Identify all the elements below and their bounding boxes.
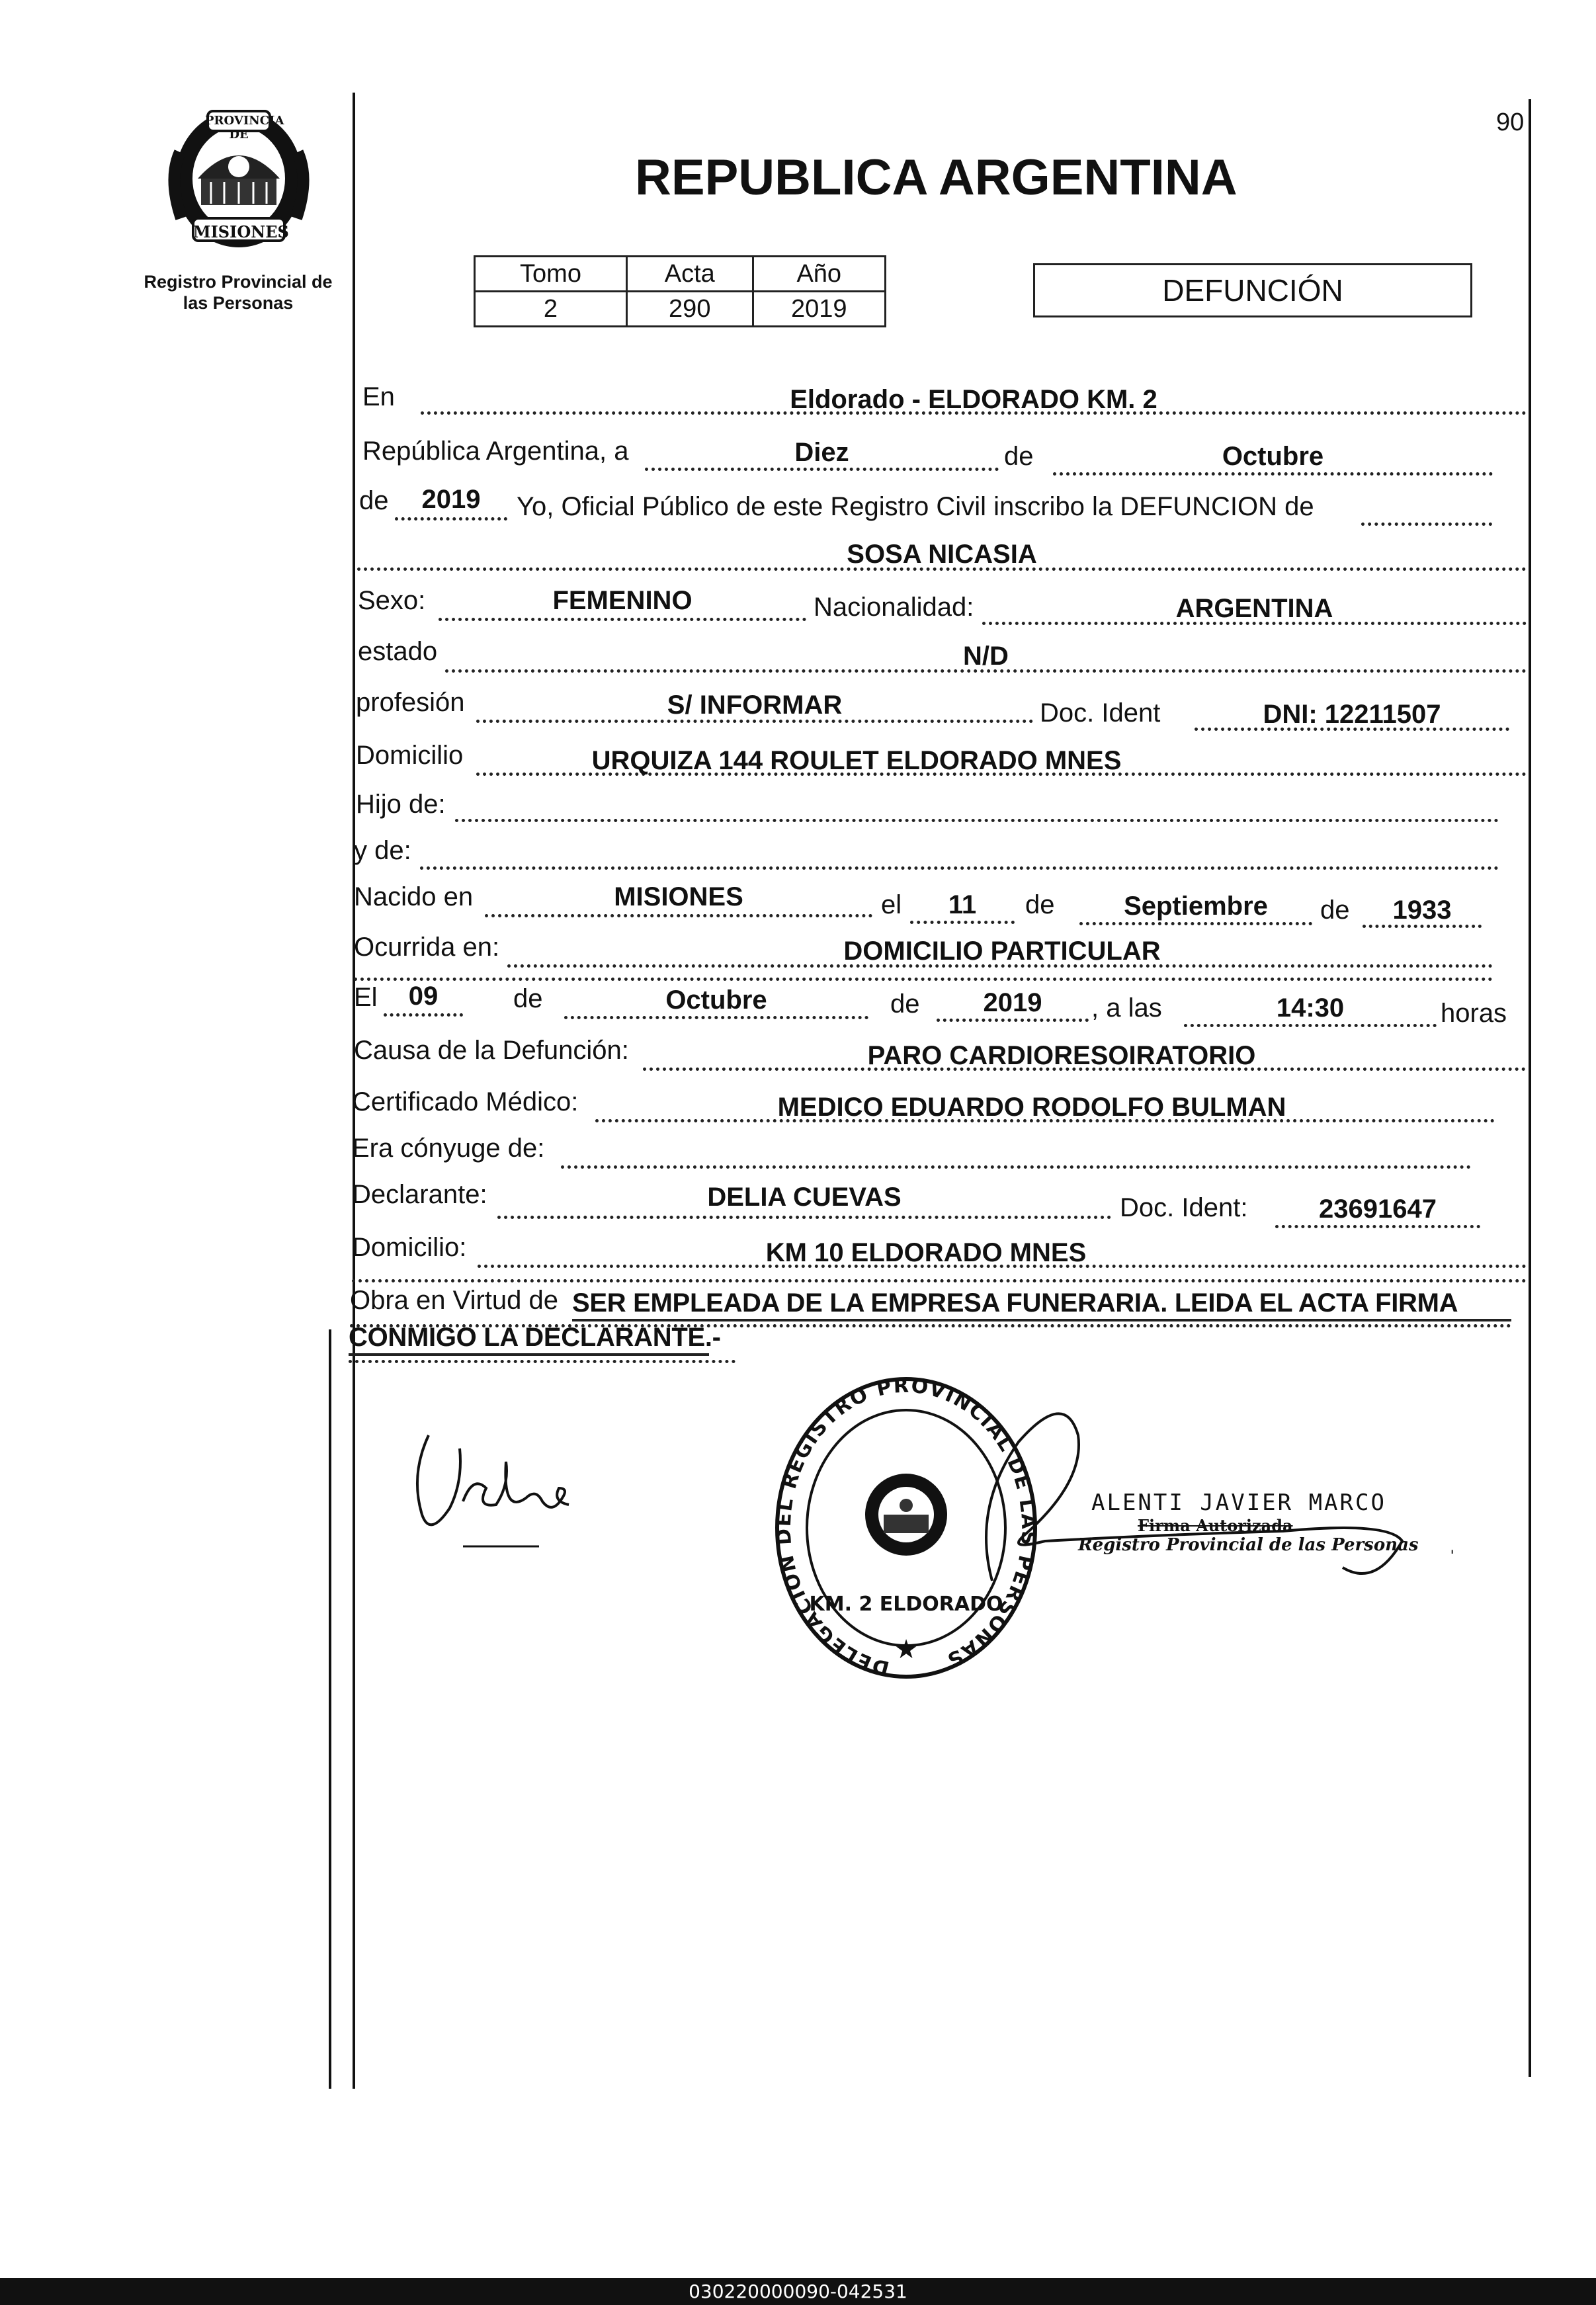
page-title: REPUBLICA ARGENTINA — [635, 149, 1238, 206]
causa-label: Causa de la Defunción: — [354, 1036, 629, 1065]
domicilio2-underline-2 — [352, 1279, 1527, 1282]
registry-line-2: las Personas — [183, 293, 294, 313]
doc-ident2-label: Doc. Ident: — [1120, 1193, 1248, 1222]
sexo-field-line — [439, 618, 806, 621]
declarant-signature — [410, 1422, 582, 1554]
muerte-mes-field-line — [564, 1016, 868, 1019]
conyuge-field-line — [561, 1165, 1471, 1169]
record-header-anio: Año — [753, 257, 886, 292]
year-value: 2019 — [421, 485, 481, 514]
nacido-dia-field-line — [910, 921, 1015, 924]
estado-value: N/D — [963, 642, 1009, 671]
sexo-value: FEMENINO — [552, 586, 693, 615]
page-number: 90 — [1496, 108, 1525, 136]
month-value: Octubre — [1222, 442, 1324, 471]
hora-value: 14:30 — [1276, 993, 1345, 1023]
ocurrida-underline-2 — [354, 978, 1493, 981]
declarante-label: Declarante: — [352, 1180, 487, 1209]
de-label-1: de — [1004, 442, 1034, 471]
obra-line-2: CONMIGO LA DECLARANTE.- — [349, 1323, 721, 1352]
certificado-value: MEDICO EDUARDO RODOLFO BULMAN — [777, 1093, 1286, 1122]
profesion-field-line — [476, 720, 1033, 723]
yde-label: y de: — [354, 836, 411, 865]
certificado-label: Certificado Médico: — [352, 1087, 579, 1116]
registry-name — [126, 271, 351, 314]
official-signature — [913, 1389, 1419, 1587]
en-label: En — [362, 382, 395, 411]
de-label-2: de — [359, 486, 389, 515]
obra-label: Obra en Virtud de — [350, 1286, 559, 1315]
obra-line-1-underline — [572, 1319, 1511, 1321]
doc-type: DEFUNCIÓN — [1162, 273, 1343, 308]
nacido-mes-value: Septiembre — [1124, 892, 1268, 921]
de-label-b: de — [1320, 896, 1350, 925]
footer-bar — [0, 2278, 1596, 2305]
ocurrida-value: DOMICILIO PARTICULAR — [843, 937, 1161, 966]
profesion-value: S/ INFORMAR — [667, 691, 843, 720]
domicilio-value: URQUIZA 144 ROULET ELDORADO MNES — [591, 746, 1122, 775]
record-table-values — [475, 292, 886, 327]
doc-ident-label: Doc. Ident — [1040, 698, 1161, 728]
doc-ident2-field-line — [1275, 1225, 1480, 1228]
muerte-mes-value: Octubre — [665, 985, 767, 1015]
logo-text-bottom: MISIONES — [193, 222, 289, 241]
domicilio2-label: Domicilio: — [352, 1233, 467, 1262]
official-stamp — [1078, 1489, 1419, 1555]
nacido-anio-value: 1933 — [1392, 896, 1452, 925]
nacido-lugar-field-line — [485, 914, 872, 917]
de-label-c: de — [513, 984, 543, 1013]
record-value-acta: 290 — [627, 292, 753, 327]
day-word-value: Diez — [794, 438, 849, 467]
causa-value: PARO CARDIORESOIRATORIO — [867, 1041, 1256, 1070]
place-value: Eldorado - ELDORADO KM. 2 — [790, 385, 1157, 414]
declarante-value: DELIA CUEVAS — [707, 1183, 902, 1212]
conyuge-label: Era cónyuge de: — [352, 1134, 545, 1163]
seal-inner-text: KM. 2 ELDORADO — [809, 1593, 1003, 1616]
muerte-dia-field-line — [384, 1013, 463, 1017]
official-office: Registro Provincial de las Personas — [1078, 1535, 1419, 1555]
official-name: ALENTI JAVIER MARCO — [1091, 1489, 1386, 1516]
ocurrida-label: Ocurrida en: — [354, 933, 500, 962]
muerte-anio-field-line — [937, 1019, 1089, 1022]
hijo-field-line — [455, 819, 1499, 822]
year-field-line — [395, 517, 507, 521]
doc-ident-value: DNI: 12211507 — [1263, 700, 1441, 729]
horas-label: horas — [1441, 999, 1507, 1028]
domicilio-label: Domicilio — [356, 741, 464, 770]
seal-ring-text: DELEGACION DEL REGISTRO PROVINCIAL DE LAS PERSONAS — [772, 1374, 1040, 1680]
muerte-anio-value: 2019 — [983, 988, 1042, 1017]
ink-mark: ˌ — [1449, 1529, 1456, 1554]
footer-code: 030220000090-042531 — [689, 2281, 907, 2302]
profesion-label: profesión — [356, 688, 465, 717]
nacionalidad-label: Nacionalidad: — [814, 593, 974, 622]
muerte-dia-value: 09 — [408, 982, 439, 1011]
nacido-anio-field-line — [1363, 925, 1482, 928]
de-label-d: de — [890, 989, 920, 1019]
obra-line-2-underline — [349, 1353, 709, 1356]
record-table — [474, 255, 886, 327]
record-table-header — [475, 257, 886, 292]
alas-label: , a las — [1091, 993, 1162, 1023]
hijo-label: Hijo de: — [356, 790, 446, 819]
province-logo — [161, 106, 316, 253]
month-field-line — [1053, 472, 1493, 476]
record-header-acta: Acta — [627, 257, 753, 292]
deceased-name-value: SOSA NICASIA — [847, 540, 1037, 569]
record-value-anio: 2019 — [753, 292, 886, 327]
nacido-mes-field-line — [1079, 922, 1312, 925]
record-header-tomo: Tomo — [475, 257, 627, 292]
el2-label: El — [354, 983, 378, 1012]
nacionalidad-value: ARGENTINA — [1175, 594, 1333, 623]
obra-line-2-dots — [349, 1360, 735, 1363]
yde-field-line — [420, 866, 1499, 870]
logo-text-top: PROVINCIA DE — [205, 114, 284, 142]
nacido-dia-value: 11 — [948, 890, 977, 919]
right-margin-line — [1529, 99, 1531, 2077]
doc-type-box — [1033, 263, 1472, 317]
declarante-field-line — [497, 1216, 1111, 1219]
hora-field-line — [1184, 1024, 1437, 1027]
nacido-label: Nacido en — [354, 882, 474, 911]
republica-label: República Argentina, a — [362, 437, 629, 466]
obra-line-1: SER EMPLEADA DE LA EMPRESA FUNERARIA. LEIDA EL ACTA FIRMA — [572, 1288, 1458, 1318]
de-label-a: de — [1025, 890, 1055, 919]
doc-ident2-value: 23691647 — [1319, 1194, 1437, 1224]
seal-star: ★ — [894, 1634, 918, 1665]
day-word-field-line — [645, 468, 999, 471]
official-title: Firma Autorizada — [1138, 1516, 1293, 1535]
record-value-tomo: 2 — [475, 292, 627, 327]
registry-line-1: Registro Provincial de — [144, 272, 333, 292]
el-label: el — [881, 890, 902, 919]
oficial-tail-line — [1361, 523, 1492, 526]
oficial-text: Yo, Oficial Público de este Registro Civil inscribo la DEFUNCION de — [517, 492, 1314, 521]
domicilio2-value: KM 10 ELDORADO MNES — [765, 1238, 1087, 1267]
left-margin-line-lower — [329, 1329, 331, 2089]
nacido-lugar-value: MISIONES — [614, 882, 743, 911]
sexo-label: Sexo: — [358, 586, 426, 615]
estado-label: estado — [358, 637, 438, 666]
